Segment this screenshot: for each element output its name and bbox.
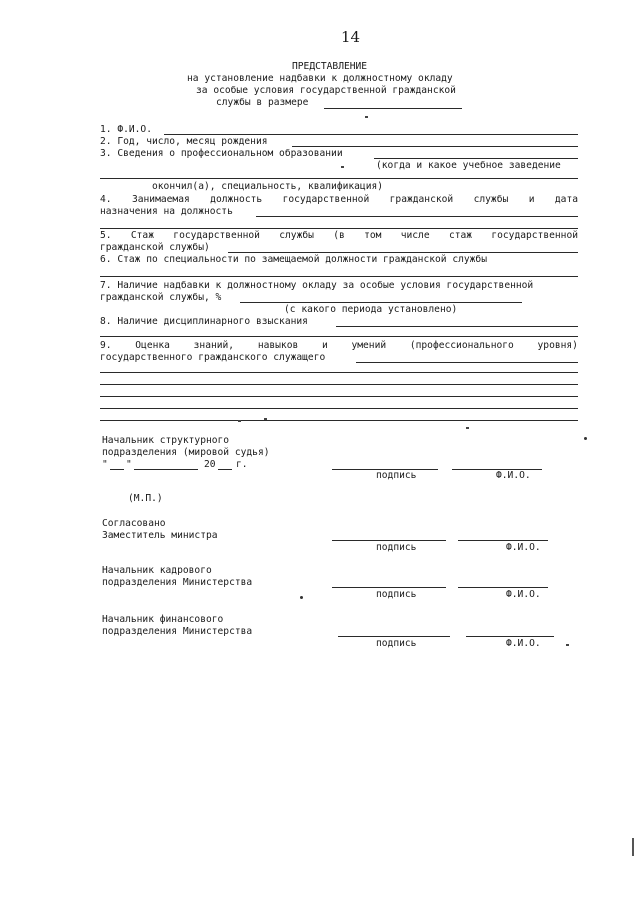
hr-fio-blank[interactable] [458,587,548,588]
field-assessment-line-1 [100,340,578,352]
amount-blank[interactable] [324,108,462,109]
field-position-word: государственной [282,194,370,205]
date-quote-close: " [126,459,132,470]
head-title-line-2: подразделения (мировой судья) [102,447,270,458]
field-position-word: службы [473,194,509,205]
finance-fio-blank[interactable] [466,636,554,637]
field-specialty-blank[interactable] [100,276,578,277]
field-assessment-word: Оценка [135,340,170,351]
field-assessment-word: навыков [257,340,299,351]
head-signature-caption: подпись [376,470,417,481]
field-education-blank-2[interactable] [100,178,578,179]
field-position-word: гражданской [389,194,454,205]
date-quote-open: " [102,459,108,470]
field-service-word: государственной [173,230,260,241]
scan-speck [365,116,368,118]
field-assessment-blank-5[interactable] [100,408,578,409]
field-education-label: 3. Сведения о профессиональном образовании [100,148,343,159]
field-allowance-line-1: 7. Наличие надбавки к должностному окладу за особые условия государственной [100,280,534,291]
field-service-word: числе [400,230,430,241]
hr-signature-caption: подпись [376,589,417,600]
scan-speck [264,418,267,420]
date-year-suffix: г. [236,459,248,470]
field-assessment-blank-2[interactable] [100,372,578,373]
field-allowance-line-2: гражданской службы, % [100,292,222,303]
scan-speck [584,437,587,440]
field-allowance-blank[interactable] [240,302,522,303]
field-fio-label: 1. Ф.И.О. [100,124,152,135]
agreed-label: Согласовано [102,518,166,529]
deputy-fio-caption: Ф.И.О. [506,542,541,553]
scan-speck [300,596,303,599]
field-position-word: должность [210,194,263,205]
field-position-line-1 [100,194,578,206]
scan-speck [341,166,344,168]
field-education-blank[interactable] [374,158,578,159]
field-discipline-blank-2[interactable] [100,336,578,337]
field-service-line-2: гражданской службы) [100,242,210,253]
field-specialty-label: 6. Стаж по специальности по замещаемой должности гражданской службы [100,254,487,265]
title-line-3: службы в размере [216,97,309,108]
education-note-1: (когда и какое учебное заведение [376,160,561,171]
title-line-1: на установление надбавки к должностному окладу [187,73,453,84]
deputy-signature-caption: подпись [376,542,417,553]
field-service-line-1 [100,230,578,242]
field-assessment-word: и [321,340,328,351]
field-assessment-word: уровня) [537,340,578,351]
scan-speck [566,644,569,646]
field-service-word: том [364,230,382,241]
field-service-word: стаж [448,230,473,241]
finance-fio-caption: Ф.И.О. [506,638,541,649]
scan-speck [238,420,241,422]
finance-title-line-2: подразделения Министерства [102,626,253,637]
stamp-place: (М.П.) [128,493,163,504]
scan-speck [466,427,469,429]
scan-edge-mark [632,838,634,856]
field-service-word: государственной [491,230,578,241]
field-assessment-line-2: государственного гражданского служащего [100,352,326,363]
field-assessment-word: знаний, [193,340,235,351]
field-assessment-word: умений [351,340,387,351]
title-line-2: за особые условия государственной гражданской [196,85,456,96]
deputy-fio-blank[interactable] [458,540,548,541]
date-month-blank[interactable] [134,469,198,470]
date-year-prefix: 20 [204,459,216,470]
finance-title-line-1: Начальник финансового [102,614,224,625]
field-fio-blank[interactable] [164,134,578,135]
hr-title-line-2: подразделения Министерства [102,577,253,588]
hr-fio-caption: Ф.И.О. [506,589,541,600]
field-service-blank[interactable] [228,252,578,253]
field-service-word: (в [333,230,345,241]
field-service-word: службы [279,230,314,241]
field-assessment-word: 9. [100,340,112,351]
field-discipline-blank[interactable] [336,326,578,327]
hr-signature-blank[interactable] [332,587,446,588]
date-day-blank[interactable] [110,469,124,470]
field-service-word: 5. [100,230,112,241]
allowance-note: (с какого периода установлено) [284,304,458,315]
field-position-line-2: назначения на должность [100,206,233,217]
hr-title-line-1: Начальник кадрового [102,565,212,576]
field-assessment-blank-6[interactable] [100,420,578,421]
field-discipline-label: 8. Наличие дисциплинарного взыскания [100,316,308,327]
field-position-word: Занимаемая [131,194,190,205]
document-title: ПРЕДСТАВЛЕНИЕ [292,61,368,72]
field-position-word: 4. [100,194,112,205]
deputy-title: Заместитель министра [102,530,218,541]
field-assessment-blank-4[interactable] [100,396,578,397]
field-birthdate-blank[interactable] [292,146,578,147]
date-year-blank[interactable] [218,469,232,470]
finance-signature-blank[interactable] [338,636,450,637]
head-fio-caption: Ф.И.О. [496,470,531,481]
field-assessment-blank-3[interactable] [100,384,578,385]
deputy-signature-blank[interactable] [332,540,446,541]
education-note-2: окончил(а), специальность, квалификация) [152,181,384,192]
finance-signature-caption: подпись [376,638,417,649]
field-assessment-blank[interactable] [356,362,578,363]
field-assessment-word: (профессионального [409,340,514,351]
page-number: 14 [341,28,361,46]
field-position-blank-2[interactable] [100,228,578,229]
field-position-word: и [528,194,535,205]
field-service-word: Стаж [130,230,154,241]
head-title-line-1: Начальник структурного [102,435,230,446]
field-birthdate-label: 2. Год, число, месяц рождения [100,136,268,147]
field-position-blank[interactable] [256,216,578,217]
field-position-word: дата [554,194,578,205]
